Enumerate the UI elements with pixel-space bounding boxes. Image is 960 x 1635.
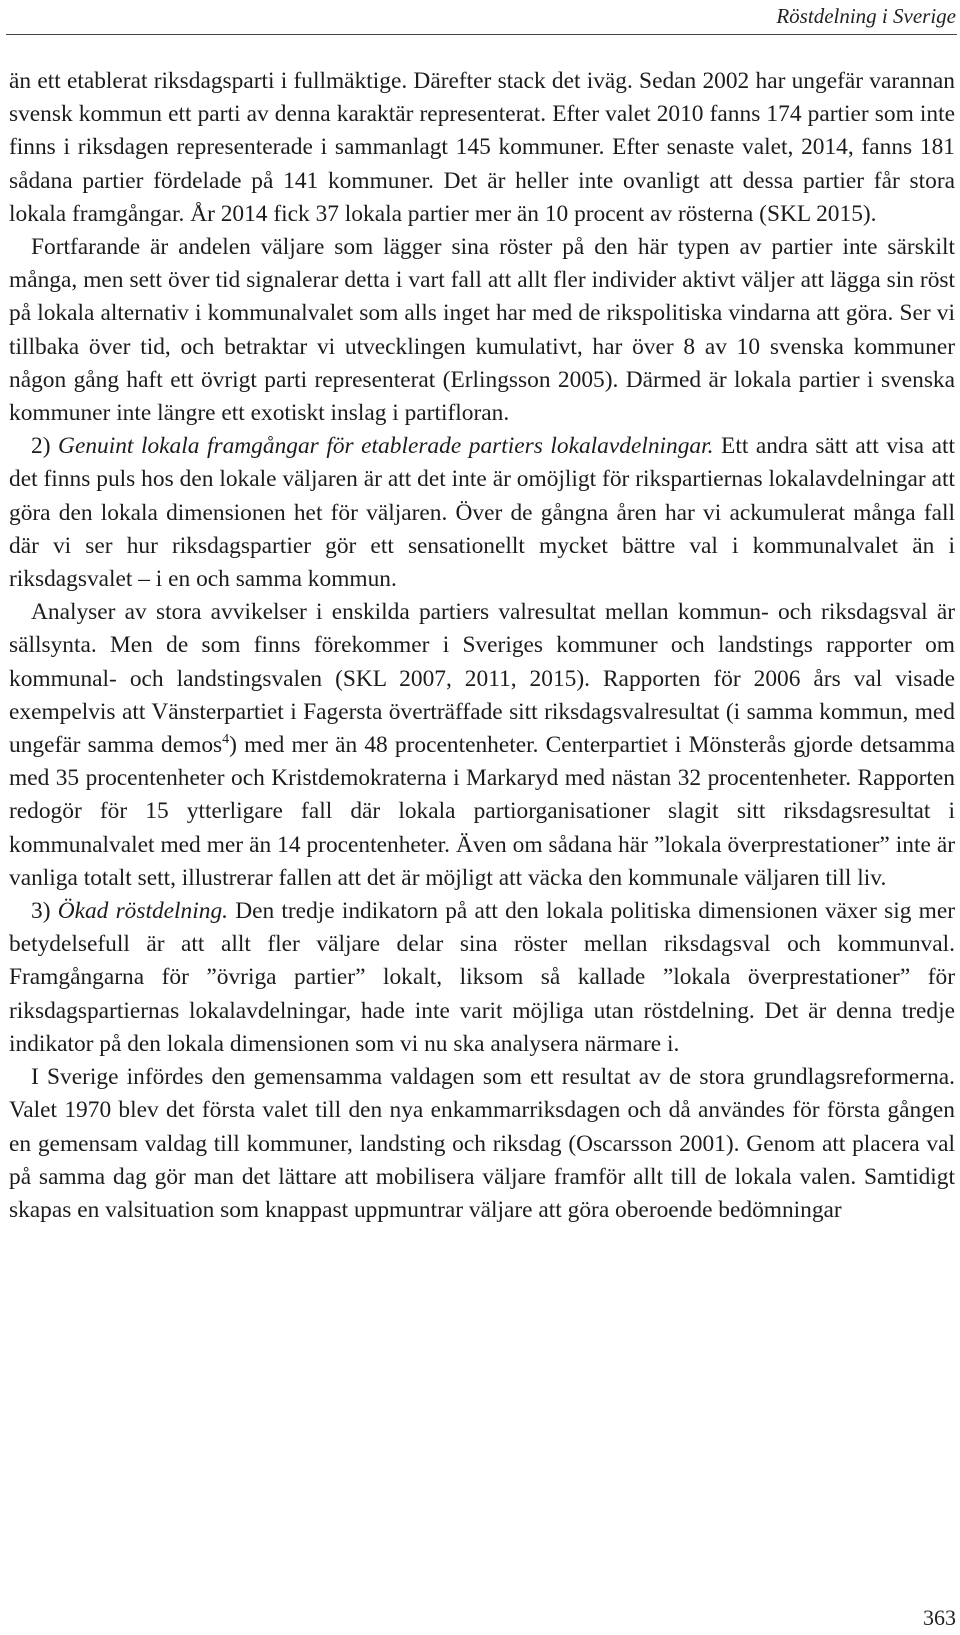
paragraph-3 (9, 430, 955, 596)
paragraph-4-text-a: Analyser av stora avvikelser i enskilda partiers valresultat mellan kommun- och riksdagsval är sällsynta. Men de som finns förekommer i Sveriges kommuner och landstings rapporter om kommunal- och landstingsvalen (SKL 2007, 2011, 2015). Rapporten för 2006 års val visade exempelvis att Vänsterpartiet i Fagersta överträffade sitt riksdagsvalresultat (i samma kommun, med ungefär samma demos (9, 599, 955, 759)
paragraph-3-text: Ett andra sätt att visa att det finns puls hos den lokale väljaren är att det inte är omöjligt för rikspartiernas lokalavdelningar att göra den lokala dimensionen het för väljaren. Över de gångna åren har vi ackumulerat många fall där vi ser hur riksdagspartier gör ett sensationellt mycket bättre val i kommunalvalet än i riksdagsvalet – i en och samma kommun. (9, 433, 955, 593)
section-heading-2: Genuint lokala framgångar för etablerade partiers lokalavdelningar. (58, 433, 714, 460)
paragraph-1: än ett etablerat riksdagsparti i fullmäktige. Därefter stack det iväg. Sedan 2002 har ungefär varannan svensk kommun ett parti av denna karaktär representerat. Efter valet 2010 fanns 174 partier som inte finns i riksdagen representerade i sammanlagt 145 kommuner. Efter senaste valet, 2014, fanns 181 sådana partier fördelade på 141 kommuner. Det är heller inte ovanligt att dessa partier får stora lokala framgångar. År 2014 fick 37 lokala partier mer än 10 procent av rösterna (SKL 2015). (9, 68, 955, 227)
paragraph-5 (9, 895, 955, 1061)
header-rule (6, 34, 957, 35)
running-head: Röstdelning i Sverige (776, 4, 956, 28)
page-number: 363 (923, 1605, 956, 1630)
paragraph-6: I Sverige infördes den gemensamma valdagen som ett resultat av de stora grundlagsreformerna. Valet 1970 blev det första valet till den nya enkammarriksdagen och då användes för första gången en gemensam valdag till kommuner, landsting och riksdag (Oscarsson 2001). Genom att placera val på samma dag gör man det lättare att mobilisera väljare framför allt till de lokala valen. Samtidigt skapas en valsituation som knappast uppmuntrar väljare att göra oberoende bedömningar (9, 1064, 955, 1223)
section-heading-3: Ökad röstdelning. (57, 898, 228, 925)
paragraph-4-text-b: ) med mer än 48 procentenheter. Centerpartiet i Mönsterås gjorde detsamma med 35 procentenheter och Kristdemokraterna i Markaryd med nästan 32 procentenheter. Rapporten redogör för 15 ytterligare fall där lokala partiorganisationer slagit sitt riksdagsresultat i kommunalvalet med mer än 14 procentenheter. Även om sådana här ”lokala överprestationer” inte är vanliga totalt sett, illustrerar fallen att det är möjligt att väcka den kommunale väljaren till liv. (9, 732, 955, 891)
list-number-2: 2) (31, 433, 59, 460)
list-number-3: 3) (31, 898, 58, 925)
body-text (9, 65, 955, 1227)
paragraph-5-text: Den tredje indikatorn på att den lokala politiska dimensionen växer sig mer betydelsefull är att allt fler väljare delar sina röster mellan riksdagsval och kommunval. Framgångarna för ”övriga partier” lokalt, liksom så kallade ”lokala överprestationer” för riksdagspartiernas lokalavdelningar, hade inte varit möjliga utan röstdelning. Det är denna tredje indikator på den lokala dimensionen som vi nu ska analysera närmare i. (9, 898, 955, 1057)
paragraph-4 (9, 596, 955, 895)
footnote-ref: 4 (222, 732, 230, 748)
paragraph-2: Fortfarande är andelen väljare som lägger sina röster på den här typen av partier inte särskilt många, men sett över tid signalerar detta i vart fall att allt fler individer aktivt väljer att lägga sin röst på lokala alternativ i kommunalvalet som alls inget har med de rikspolitiska vindarna att göra. Ser vi tillbaka över tid, och betraktar vi utvecklingen kumulativt, har över 8 av 10 svenska kommuner någon gång haft ett övrigt parti representerat (Erlingsson 2005). Därmed är lokala partier i svenska kommuner inte längre ett exotiskt inslag i partifloran. (9, 234, 955, 427)
